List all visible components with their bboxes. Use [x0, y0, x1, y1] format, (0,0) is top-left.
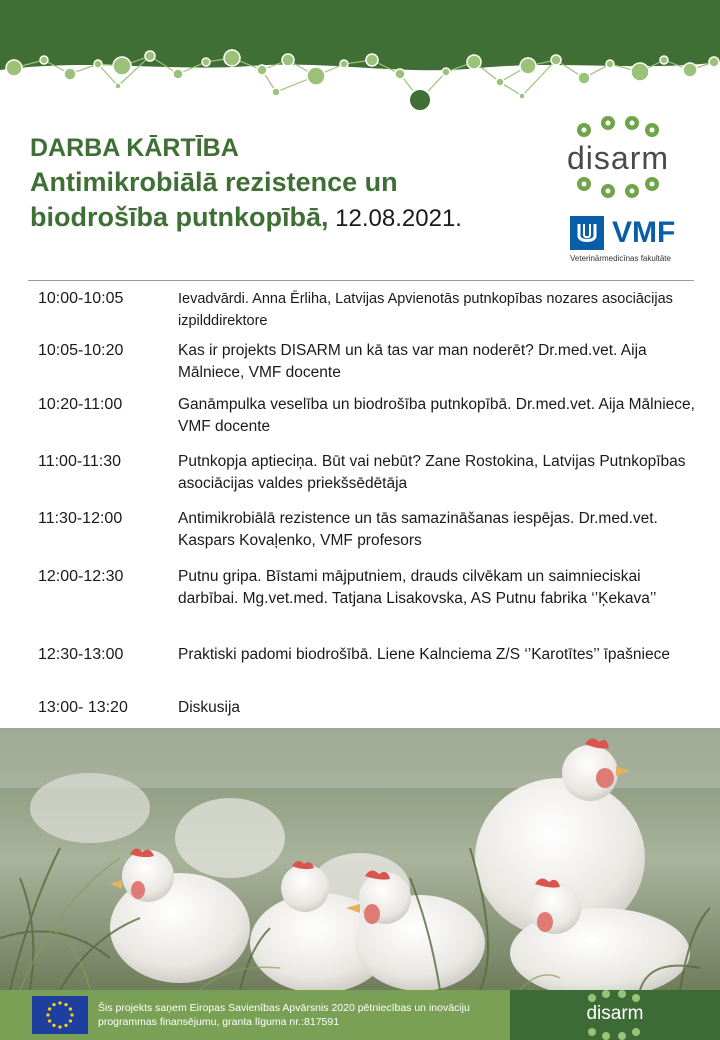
- agenda-description: Putnu gripa. Bīstami mājputniem, drauds cilvēkam un saimnieciskai darbībai. Mg.vet.med. Tatjana Lisakovska, AS Putnu fabrika ‘’Ķekava’’: [178, 568, 657, 607]
- agenda-time: 12:30-13:00: [38, 646, 124, 663]
- network-banner: [0, 0, 720, 118]
- event-title-line1: Antimikrobiālā rezistence un: [30, 167, 398, 197]
- footer-disarm-wordmark: disarm: [586, 1003, 644, 1024]
- disarm-wordmark: disarm: [566, 140, 669, 176]
- footer: [0, 990, 720, 1040]
- footer-funding-panel: [0, 990, 510, 1040]
- chicken-photo: [0, 728, 720, 990]
- agenda-description: Antimikrobiālā rezistence un tās samazināšanas iespējas. Dr.med.vet. Kaspars Kovaļenko, VMF profesors: [178, 510, 658, 549]
- agenda-time: 10:20-11:00: [38, 396, 123, 413]
- eu-flag-icon: [32, 996, 88, 1034]
- footer-disarm-logo: [570, 990, 660, 1040]
- vmf-emblem-icon: [570, 216, 604, 250]
- agenda-time: 11:30-12:00: [38, 510, 123, 527]
- agenda-heading: DARBA KĀRTĪBA: [30, 134, 239, 162]
- agenda-time: 10:00-10:05: [38, 290, 124, 307]
- disarm-logo: [556, 114, 680, 204]
- event-title-bold: biodrošība putnkopībā,: [30, 202, 329, 232]
- agenda-time: 12:00-12:30: [38, 568, 124, 585]
- agenda-description: Ievadvārdi. Anna Ērliha, Latvijas Apvienotās putnkopības nozares asociācijas izpilddirektore: [178, 291, 673, 329]
- agenda-time: 10:05-10:20: [38, 342, 124, 359]
- agenda-description: Ganāmpulka veselība un biodrošība putnkopībā. Dr.med.vet. Aija Mālniece, VMF docente: [178, 396, 695, 435]
- agenda-description: Praktiski padomi biodrošībā. Liene Kalnciema Z/S ‘’Karotītes’’ īpašniece: [178, 646, 670, 663]
- vmf-wordmark: VMF: [612, 216, 676, 249]
- agenda-time: 11:00-11:30: [38, 453, 122, 470]
- agenda-description: Putnkopja aptieciņa. Būt vai nebūt? Zane Rostokina, Latvijas Putnkopības asociācijas valdes priekšsēdētāja: [178, 453, 686, 492]
- agenda-description: Diskusija: [178, 699, 241, 716]
- funding-statement: Šis projekts saņem Eiropas Savienības Apvārsnis 2020 pētniecības un inovāciju programmas finansējumu, granta līguma nr.:817591: [98, 1002, 470, 1028]
- event-date: 12.08.2021.: [328, 205, 462, 232]
- agenda-description: Kas ir projekts DISARM un kā tas var man noderēt? Dr.med.vet. Aija Mālniece, VMF docente: [178, 342, 647, 381]
- title-block: [30, 132, 550, 236]
- header-divider: [28, 280, 694, 281]
- agenda-time: 13:00- 13:20: [38, 699, 128, 716]
- event-title-line2: [30, 200, 550, 236]
- vmf-logo: [570, 214, 690, 264]
- vmf-subtitle: Veterinārmedicīnas fakultāte: [570, 254, 671, 263]
